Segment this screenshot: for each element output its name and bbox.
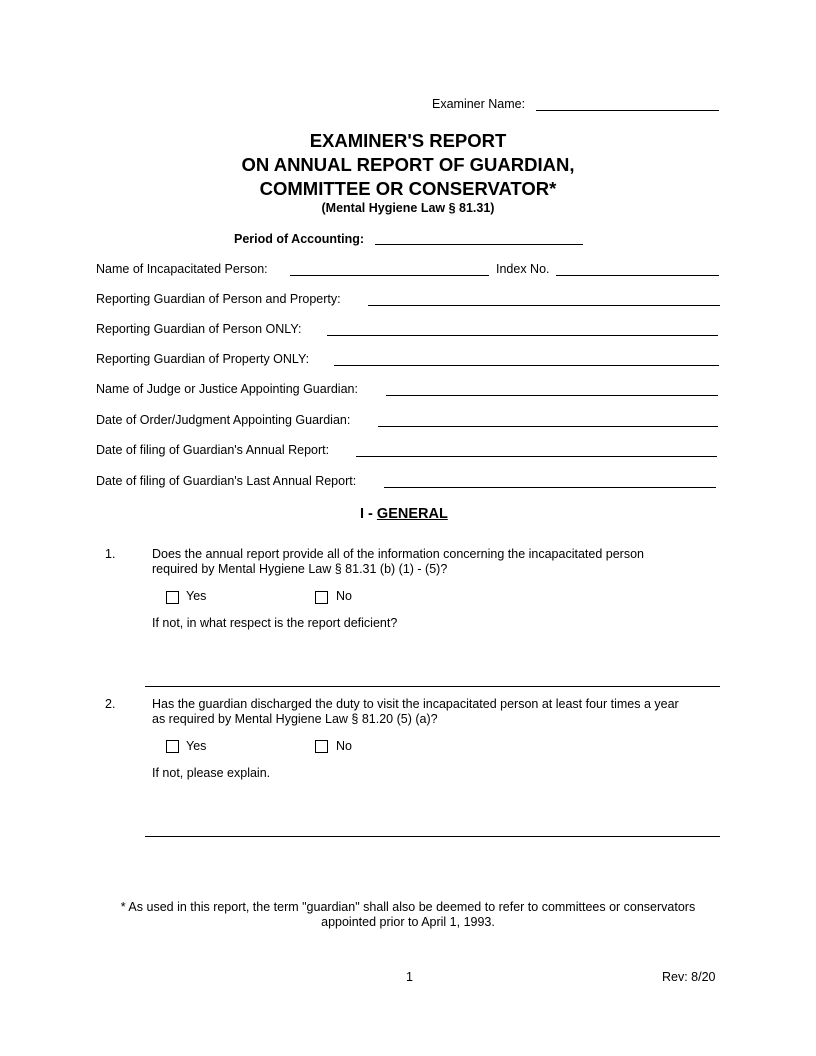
question-2-yes-checkbox[interactable]: [166, 740, 179, 753]
question-1-number: 1.: [105, 547, 116, 561]
question-1-no-label: No: [336, 589, 352, 603]
question-1-yes-checkbox[interactable]: [166, 591, 179, 604]
question-2-no-checkbox[interactable]: [315, 740, 328, 753]
annual-report-date-label: Date of filing of Guardian's Annual Report:: [96, 443, 330, 457]
question-1-answer-line[interactable]: [145, 686, 720, 687]
order-date-field[interactable]: [378, 426, 718, 427]
footnote-line-2: appointed prior to April 1, 1993.: [321, 915, 495, 929]
section-number: I -: [360, 506, 377, 522]
question-2-answer-line[interactable]: [145, 836, 720, 837]
question-1-text-line-2: required by Mental Hygiene Law § 81.31 (b) (1) - (5)?: [152, 562, 448, 576]
question-2-followup: If not, please explain.: [152, 766, 271, 780]
page-title-line-2: ON ANNUAL REPORT OF GUARDIAN,: [241, 154, 575, 175]
page-title-line-3: COMMITTEE OR CONSERVATOR*: [259, 178, 557, 199]
section-name: GENERAL: [376, 506, 448, 522]
period-field[interactable]: [375, 244, 583, 245]
guardian-person-property-field[interactable]: [368, 305, 720, 306]
judge-name-field[interactable]: [386, 395, 718, 396]
question-2-number: 2.: [105, 697, 116, 711]
page-subtitle: (Mental Hygiene Law § 81.31): [321, 201, 495, 215]
index-no-label: Index No.: [496, 262, 550, 276]
question-2-no-label: No: [336, 739, 352, 753]
footnote-line-1: * As used in this report, the term "guardian" shall also be deemed to refer to committees or conservators: [120, 900, 696, 914]
guardian-person-only-field[interactable]: [327, 335, 718, 336]
incapacitated-person-field[interactable]: [290, 275, 489, 276]
question-2-text-line-2: as required by Mental Hygiene Law § 81.20 (5) (a)?: [152, 712, 438, 726]
question-1-text-line-1: Does the annual report provide all of the information concerning the incapacitated person: [152, 547, 644, 561]
page-title-line-1: EXAMINER'S REPORT: [309, 130, 507, 151]
revision-label: Rev: 8/20: [662, 970, 716, 984]
guardian-property-only-label: Reporting Guardian of Property ONLY:: [96, 352, 310, 366]
question-2-text-line-1: Has the guardian discharged the duty to visit the incapacitated person at least four times a year: [152, 697, 679, 711]
annual-report-date-field[interactable]: [356, 456, 717, 457]
question-1-no-checkbox[interactable]: [315, 591, 328, 604]
section-heading: [360, 506, 448, 522]
guardian-property-only-field[interactable]: [334, 365, 719, 366]
question-2-yes-label: Yes: [186, 739, 207, 753]
incapacitated-person-label: Name of Incapacitated Person:: [96, 262, 268, 276]
guardian-person-only-label: Reporting Guardian of Person ONLY:: [96, 322, 302, 336]
question-1-followup: If not, in what respect is the report deficient?: [152, 616, 398, 630]
examiner-name-field[interactable]: [536, 110, 719, 111]
order-date-label: Date of Order/Judgment Appointing Guardian:: [96, 413, 351, 427]
page-number: 1: [406, 970, 413, 984]
judge-name-label: Name of Judge or Justice Appointing Guardian:: [96, 382, 358, 396]
guardian-person-property-label: Reporting Guardian of Person and Property:: [96, 292, 341, 306]
last-report-date-label: Date of filing of Guardian's Last Annual Report:: [96, 474, 357, 488]
last-report-date-field[interactable]: [384, 487, 716, 488]
period-label: Period of Accounting:: [234, 232, 365, 246]
examiner-name-label: Examiner Name:: [432, 97, 526, 111]
index-no-field[interactable]: [556, 275, 719, 276]
question-1-yes-label: Yes: [186, 589, 207, 603]
